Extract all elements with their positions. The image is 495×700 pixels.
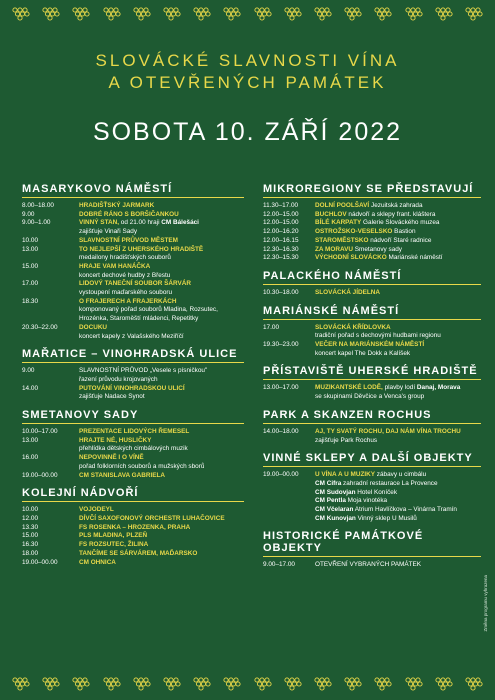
event-time: 9.00 <box>22 367 35 375</box>
event-details <box>79 367 244 384</box>
grape-cluster-icon <box>312 676 334 694</box>
event-description: vystoupení maďarského souboru <box>79 289 173 297</box>
event-description: zajišťuje Park Rochus <box>315 436 378 444</box>
event-name: TO NEJLEPŠÍ Z UHERSKÉHO HRADIŠTĚ <box>79 245 204 253</box>
event-details <box>315 480 481 489</box>
program-row <box>22 219 244 236</box>
title-line-2: A OTEVŘENÝCH PAMÁTEK <box>108 73 387 92</box>
event-name: AJ, TY SVATÝ ROCHU, DAJ NÁM VÍNA TROCHU <box>315 427 461 435</box>
program-section <box>22 183 244 341</box>
program-row <box>263 254 481 263</box>
event-note: Mariánské náměstí <box>386 254 443 262</box>
event-note: zahradní restaurace La Provence <box>341 479 438 487</box>
grape-cluster-icon <box>252 676 274 694</box>
event-note: nádvoří a sklepy frant. kláštera <box>346 210 436 218</box>
event-details <box>315 254 481 263</box>
event-name: DOLNÍ POOLŠAVÍ <box>315 202 370 209</box>
grape-cluster-icon <box>342 6 364 24</box>
program-column-left <box>22 183 244 574</box>
program-column-right <box>263 183 481 577</box>
event-note: Jezuitská zahrada <box>369 202 423 209</box>
event-details <box>315 228 481 237</box>
event-time: 19.00–00.00 <box>263 471 299 479</box>
program-row <box>263 489 481 498</box>
event-description: tradiční pořad s dechovými hudbami regionu <box>315 332 441 340</box>
grape-cluster-icon <box>101 6 123 24</box>
event-name: VEČER NA MARIÁNSKÉM NÁMĚSTÍ <box>315 341 425 349</box>
event-name: FS ROZSUTEC, ŽILINA <box>79 541 149 549</box>
event-note: Bastion <box>392 228 416 236</box>
event-time: 17.00 <box>22 280 38 288</box>
event-note: CM Sudovjan <box>315 488 356 496</box>
section-heading: SMETANOVY SADY <box>22 409 244 424</box>
program-row <box>22 202 244 211</box>
event-time: 11.30–17.00 <box>263 202 299 209</box>
event-time: 19.00–00.00 <box>22 558 58 566</box>
event-details <box>315 219 481 228</box>
program-row <box>263 246 481 255</box>
section-heading: MARIÁNSKÉ NÁMĚSTÍ <box>263 305 481 320</box>
grape-cluster-icon <box>433 6 455 24</box>
event-note: zábavy u cimbálu <box>375 471 427 479</box>
event-time: 10.00–17.00 <box>22 428 58 436</box>
event-description: pořad folklorních souborů a mužských sborů <box>79 462 205 470</box>
section-heading: VINNÉ SKLEPY A DALŠÍ OBJEKTY <box>263 452 481 467</box>
grape-cluster-icon <box>161 676 183 694</box>
event-details <box>79 550 244 559</box>
grape-cluster-icon <box>403 6 425 24</box>
title-line-1: SLOVÁCKÉ SLAVNOSTI VÍNA <box>95 51 400 70</box>
grape-cluster-icon <box>282 676 304 694</box>
event-name: VOJODEYL <box>79 506 114 514</box>
section-heading: MASARYKOVO NÁMĚSTÍ <box>22 183 244 198</box>
event-time: 15.00 <box>22 532 38 540</box>
event-name: CM OHNICA <box>79 558 116 566</box>
grape-cluster-icon <box>131 6 153 24</box>
program-section <box>22 487 244 567</box>
event-details <box>315 341 481 358</box>
grape-cluster-icon <box>161 6 183 24</box>
grape-cluster-icon <box>282 6 304 24</box>
event-description: koncert kapely z Valašského Meziříčí <box>79 332 184 340</box>
program-section <box>263 530 481 570</box>
event-name: DOCUKU <box>79 323 108 331</box>
event-time: 14.00–18.00 <box>263 427 299 435</box>
event-note: OTEVŘENÍ VYBRANÝCH PAMÁTEK <box>315 561 422 569</box>
section-heading: PŘÍSTAVIŠTĚ UHERSKÉ HRADIŠTĚ <box>263 365 481 380</box>
event-name: SLAVNOSTNÍ PRŮVOD MĚSTEM <box>79 236 178 244</box>
event-name: SLOVÁCKÁ KŘÍDLOVKA <box>315 323 391 331</box>
event-note: CM Bálešáci <box>161 219 199 227</box>
program-section <box>263 305 481 359</box>
grape-cluster-icon <box>191 676 213 694</box>
event-name: MUZIKANTSKÉ LODĚ, <box>315 384 383 392</box>
event-details <box>79 541 244 550</box>
event-name: O FRAJERECH A FRAJERKÁCH <box>79 297 177 305</box>
program-section <box>22 348 244 402</box>
event-time: 12.00–16.15 <box>263 236 299 244</box>
program-row <box>22 428 244 437</box>
section-heading: MIKROREGIONY SE PŘEDSTAVUJÍ <box>263 183 481 198</box>
event-name: LIDOVÝ TANEČNÍ SOUBOR ŠÁRVÁR <box>79 280 191 288</box>
program-row <box>22 385 244 402</box>
program-change-note: Změna programu vyhrazena <box>483 575 488 632</box>
event-note: Vinný sklep U Musilů <box>355 514 417 522</box>
grape-cluster-icon <box>10 6 32 24</box>
program-row <box>263 228 481 237</box>
grape-cluster-icon <box>463 676 485 694</box>
grape-cluster-icon <box>312 6 334 24</box>
event-time: 15.00 <box>22 262 38 270</box>
program-row <box>22 559 244 568</box>
event-note: CM Cifra <box>315 479 342 487</box>
event-time <box>263 515 315 524</box>
program-row <box>22 246 244 263</box>
event-date: SOBOTA 10. ZÁŘÍ 2022 <box>92 118 403 146</box>
event-name: DÍVČÍ SAXOFONOVÝ ORCHESTR LUHAČOVICE <box>79 514 225 522</box>
event-name: STAROMĚSTSKO <box>315 236 369 244</box>
event-time: 13.00–17.00 <box>263 384 299 392</box>
event-time: 9.00–1.00 <box>22 219 51 227</box>
event-details <box>79 385 244 402</box>
event-details <box>315 428 481 445</box>
event-time <box>263 497 315 506</box>
event-details <box>79 219 244 236</box>
program-row <box>22 506 244 515</box>
event-note: CM Kunovjan <box>315 514 356 522</box>
event-description: medailony hradišťských souborů <box>79 254 171 262</box>
program-section <box>263 270 481 298</box>
grape-cluster-icon <box>221 676 243 694</box>
event-name: HRAJE VAM HANÁČKA <box>79 262 151 270</box>
event-description: zajišťuje Nadace Synot <box>79 393 145 401</box>
event-time <box>263 489 315 498</box>
grape-cluster-icon <box>191 6 213 24</box>
event-details <box>79 437 244 454</box>
grape-cluster-icon <box>372 6 394 24</box>
event-details <box>315 471 481 480</box>
event-note: Atrium Havlíčkova – Vinárna Tramín <box>353 506 457 514</box>
program-row <box>263 384 481 401</box>
event-description: koncert kapel The Dokk a Kalíšek <box>315 349 411 357</box>
event-description: komponovaný pořad souborů Mladina, Rozsutec, <box>79 306 218 314</box>
event-time: 13.00 <box>22 436 38 444</box>
grape-cluster-icon <box>70 676 92 694</box>
event-details <box>315 515 481 524</box>
event-name: PREZENTACE LIDOVÝCH ŘEMESEL <box>79 428 190 436</box>
event-time: 18.30 <box>22 297 38 305</box>
event-note: Moja vinotéka <box>345 497 388 505</box>
event-note: od 21.00 hraji <box>119 219 162 227</box>
grape-cluster-icon <box>372 676 394 694</box>
event-details <box>79 298 244 324</box>
event-note: Galerie Slováckého muzea <box>361 219 440 227</box>
event-name: BÍLÉ KARPATY <box>315 219 362 227</box>
event-note: Danaj, Morava <box>416 384 461 392</box>
event-note: plavby lodí <box>382 384 417 392</box>
grape-cluster-icon <box>40 676 62 694</box>
event-details <box>79 428 244 437</box>
program-row <box>22 367 244 384</box>
event-name: HRAJTE NÉ, HUSLIČKY <box>79 436 152 444</box>
event-time: 9.00–17.00 <box>263 561 295 569</box>
event-note: CM Pentla <box>315 497 346 505</box>
event-details <box>79 454 244 471</box>
section-heading: HISTORICKÉ PAMÁTKOVÉ OBJEKTY <box>263 530 481 557</box>
event-time: 19.00–00.00 <box>22 471 58 479</box>
section-heading: MAŘATICE – VINOHRADSKÁ ULICE <box>22 348 244 363</box>
event-time: 16.00 <box>22 454 38 462</box>
grape-border-bottom <box>0 674 495 696</box>
grape-cluster-icon <box>101 676 123 694</box>
event-time: 13.00 <box>22 245 38 253</box>
program-row <box>22 237 244 246</box>
grape-cluster-icon <box>403 676 425 694</box>
event-name: VÝCHODNÍ SLOVÁCKO <box>315 254 387 262</box>
grape-cluster-icon <box>10 676 32 694</box>
event-name: PLS MLADINA, PLZEŇ <box>79 532 148 540</box>
event-details <box>315 202 481 211</box>
program-section <box>263 365 481 401</box>
event-time: 13.30 <box>22 523 38 531</box>
festival-title <box>0 50 495 94</box>
program-row <box>22 550 244 559</box>
event-time: 16.30 <box>22 541 38 549</box>
event-time: 9.00 <box>22 210 35 218</box>
event-time: 12.00–15.00 <box>263 219 299 227</box>
grape-cluster-icon <box>40 6 62 24</box>
program-row <box>263 289 481 298</box>
event-name: NEPOVINNĚ I O VÍNĚ <box>79 454 144 462</box>
section-heading: KOLEJNÍ NÁDVOŘÍ <box>22 487 244 502</box>
event-details <box>315 497 481 506</box>
program-row <box>22 437 244 454</box>
event-description: přehlídka dětských cimbálových muzik <box>79 445 188 453</box>
event-time: 20.30–22.00 <box>22 323 58 331</box>
program-row <box>263 506 481 515</box>
event-time <box>263 506 315 515</box>
event-details <box>315 237 481 246</box>
grape-cluster-icon <box>252 6 274 24</box>
event-details <box>315 489 481 498</box>
event-time: 14.00 <box>22 384 38 392</box>
event-description: koncert dechové hudby z Břestu <box>79 271 171 279</box>
event-details <box>79 324 244 341</box>
event-details <box>315 561 481 570</box>
program-row <box>263 341 481 358</box>
event-details <box>79 263 244 280</box>
event-time: 12.30–15.30 <box>263 254 299 262</box>
event-note: Hotel Koníček <box>355 488 398 496</box>
event-name: VINNÝ STAN, <box>79 219 120 227</box>
event-name: HRADIŠŤSKÝ JARMARK <box>79 202 155 209</box>
event-name: TANČÍME SE SÁRVÁREM, MAĎARSKO <box>79 549 198 557</box>
event-details <box>79 472 244 481</box>
event-name: SLOVÁCKÁ JÍDELNA <box>315 288 380 296</box>
program-section <box>22 409 244 480</box>
program-row <box>263 324 481 341</box>
event-note: Smetanovy sady <box>352 245 403 253</box>
event-name: DOBRÉ RÁNO S BORŠIČANKOU <box>79 210 179 218</box>
event-time: 12.00–16.20 <box>263 228 299 236</box>
event-details <box>315 289 481 298</box>
event-time: 17.00 <box>263 323 279 331</box>
program-row <box>22 263 244 280</box>
event-details <box>315 246 481 255</box>
event-name: ZA MORAVU <box>315 245 353 253</box>
program-section <box>263 183 481 263</box>
program-row <box>263 561 481 570</box>
program-row <box>263 497 481 506</box>
program-row <box>263 219 481 228</box>
grape-cluster-icon <box>433 676 455 694</box>
section-heading: PARK A SKANZEN ROCHUS <box>263 409 481 424</box>
event-details <box>79 532 244 541</box>
event-name: U VÍNA A U MUZIKY <box>315 471 375 479</box>
event-name: OSTROŽSKO-VESELSKO <box>315 228 393 236</box>
event-time: 8.00–18.00 <box>22 202 54 209</box>
program-row <box>263 428 481 445</box>
program-section <box>263 452 481 523</box>
grape-border-top <box>0 4 495 26</box>
program-row <box>22 472 244 481</box>
grape-cluster-icon <box>463 6 485 24</box>
event-details <box>79 515 244 524</box>
event-name: BUCHLOV <box>315 210 347 218</box>
event-description: Hrozénka, Staroměští mládenci, Repetitky <box>79 315 199 323</box>
program-row <box>263 471 481 480</box>
event-time: 10.00 <box>22 506 38 514</box>
program-row <box>22 515 244 524</box>
section-heading: PALACKÉHO NÁMĚSTÍ <box>263 270 481 285</box>
event-time: 19.30–23.00 <box>263 341 299 349</box>
event-description: řazení průvodu krojovaných <box>79 375 158 383</box>
program-row <box>263 515 481 524</box>
event-name: FS ROSENKA – HROZENKA, PRAHA <box>79 523 191 531</box>
event-details <box>79 280 244 297</box>
event-time: 10.00 <box>22 236 38 244</box>
event-time: 10.30–18.00 <box>263 288 299 296</box>
event-description: se skupinami Děvčice a Venca's group <box>315 393 425 401</box>
grape-cluster-icon <box>70 6 92 24</box>
grape-cluster-icon <box>131 676 153 694</box>
event-details <box>315 506 481 515</box>
event-note: SLAVNOSTNÍ PRŮVOD „Vesele s písničkou" <box>79 367 208 375</box>
program-section <box>263 409 481 445</box>
event-details <box>315 324 481 341</box>
event-description: zajišťuje Vinaři Sady <box>79 228 138 236</box>
event-details <box>79 237 244 246</box>
program-row <box>22 454 244 471</box>
event-time: 12.00 <box>22 514 38 522</box>
program-row <box>22 541 244 550</box>
event-details <box>79 202 244 211</box>
program-row <box>263 237 481 246</box>
program-row <box>22 280 244 297</box>
program-row <box>22 532 244 541</box>
event-time: 12.00–15.00 <box>263 210 299 218</box>
grape-cluster-icon <box>221 6 243 24</box>
event-note: CM Včelaran <box>315 506 354 514</box>
program-row <box>263 480 481 489</box>
event-time: 18.00 <box>22 549 38 557</box>
event-time <box>263 480 315 489</box>
event-details <box>79 506 244 515</box>
program-row <box>22 298 244 324</box>
event-note: nádvoří Staré radnice <box>368 236 432 244</box>
program-row <box>263 202 481 211</box>
event-details <box>79 559 244 568</box>
event-details <box>79 246 244 263</box>
event-name: CM STANISLAVA GABRIELA <box>79 471 166 479</box>
program-row <box>22 324 244 341</box>
event-time: 12.30–16.30 <box>263 245 299 253</box>
event-details <box>315 384 481 401</box>
grape-cluster-icon <box>342 676 364 694</box>
event-name: PUTOVÁNÍ VINOHRADSKOU ULICÍ <box>79 384 185 392</box>
